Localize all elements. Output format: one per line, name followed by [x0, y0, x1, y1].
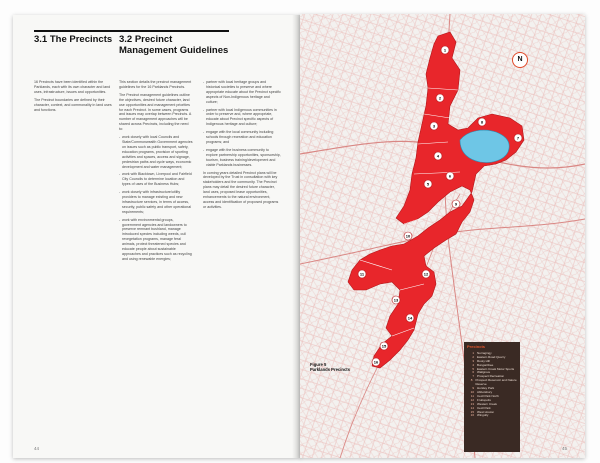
- precinct-marker: [430, 122, 438, 130]
- section-31-heading: 3.1 The Precincts: [34, 34, 113, 45]
- precinct-marker: [358, 270, 366, 278]
- heading-rule-31: [34, 30, 122, 32]
- legend-item: 9 Horsley Park: [472, 386, 495, 391]
- legend-title: Precincts: [467, 344, 486, 349]
- legend-item: 15 West Hoxton: [470, 409, 495, 414]
- legend-item: 7 Prospect Recreation: [472, 374, 505, 379]
- svg-text:2: 2: [438, 95, 442, 101]
- precinct-marker: [452, 200, 460, 208]
- legend-item: 4 Bungarribee: [472, 362, 494, 367]
- legend-item: 16 Wingolly: [470, 413, 489, 418]
- list-item: - work closely with local Councils and State/Commonwealth Government agencies on issues such as public transport, safety, education programs, provision of sporting activities and spaces, access and signage, pedestrian paths and cycle ways, economic development and water management;: [119, 135, 193, 169]
- list-item: - partner with local heritage groups and historical societies to preserve and where appropriate educate about the Precinct specific aspects of Non-Indigenous heritage and culture;: [203, 80, 281, 105]
- svg-text:11: 11: [359, 271, 365, 277]
- precincts-legend: [464, 342, 520, 452]
- svg-text:10: 10: [405, 233, 411, 239]
- svg-text:9: 9: [454, 201, 458, 207]
- page-number-left: 44: [34, 446, 40, 451]
- precinct-marker: [380, 342, 388, 350]
- precinct-marker: [392, 296, 400, 304]
- section-32-col1: [119, 80, 193, 265]
- legend-item: 10 Abbotsbury: [470, 389, 493, 394]
- svg-text:6: 6: [448, 173, 452, 179]
- precinct-marker: [478, 118, 486, 126]
- section-31: [34, 34, 122, 45]
- list-item: - work closely with infrastructure/utility providers to manage existing and new infrastructure services, in terms of access, security, public safety and other operational requirements;: [119, 190, 193, 215]
- precinct-marker: [514, 134, 522, 142]
- svg-text:1: 1: [443, 47, 447, 53]
- closing-para: In coming years detailed Precinct plans will be developed by the Trust in consultation with key stakeholders and the community. The Precinct plans may detail the desired future character, land uses, proposed lease opportunities, enhancements to the natural environment, access and identification of proposed programs or activities.: [203, 170, 279, 209]
- section-31-para: 16 Precincts have been identified within the Parklands, each with its own character and land uses, infrastructure, issues and opportunities.: [34, 80, 111, 94]
- legend-item: 13 Western Creek: [470, 401, 497, 406]
- legend-item: 14 Cecil Park: [470, 405, 491, 410]
- svg-text:7: 7: [516, 135, 520, 141]
- svg-text:5: 5: [426, 181, 430, 187]
- intro-para: This section details the precinct management guidelines for the 16 Parklands Precincts.: [119, 80, 192, 89]
- page-number-right: 45: [562, 446, 568, 451]
- section-31-para: The Precinct boundaries are defined by their character, context, and commonality in land uses and functions.: [34, 97, 112, 112]
- list-item: - work with Blacktown, Liverpool and Fairfield City Councils to determine location and types of uses of the Business Hubs;: [119, 172, 193, 187]
- legend-item: 11 Cecil Park North: [470, 393, 499, 398]
- svg-text:14: 14: [407, 315, 413, 321]
- precinct-marker: [406, 314, 414, 322]
- section-32: [119, 34, 229, 56]
- svg-text:3: 3: [432, 123, 436, 129]
- precinct-marker: [404, 232, 412, 240]
- svg-text:4: 4: [436, 153, 440, 159]
- legend-item: 8 Prospect Reservoir and Nature Reserve: [470, 378, 517, 387]
- legend-item: 5 Eastern Creek Motor Sports: [472, 366, 515, 371]
- legend-item: 3 Rooty Hill: [472, 358, 490, 363]
- legend-item: 12 Fruitopolis: [470, 397, 491, 402]
- figure-subtitle: Parklands Precincts: [310, 367, 351, 373]
- precinct-marker: [441, 46, 449, 54]
- svg-text:13: 13: [393, 297, 399, 303]
- intro-para: The Precinct management guidelines outline the objectives, desired future character, land use opportunities and management priorities for each Precinct. In some cases, programs and issues may overlap between Precincts. A number of management approaches will be shared across Precincts, including the need to:: [119, 92, 192, 132]
- precinct-marker: [372, 358, 380, 366]
- svg-text:8: 8: [480, 119, 484, 125]
- precinct-marker: [424, 180, 432, 188]
- precinct-marker: [434, 152, 442, 160]
- list-item: - engage with the business community to explore partnership opportunities, sponsorship, tourism, business training/development and viable Parklands businesses.: [203, 148, 281, 168]
- bullet-list-b: [203, 80, 281, 168]
- parklands-map: [300, 14, 585, 458]
- section-32-heading: 3.2 Precinct Management Guidelines: [119, 34, 229, 56]
- section-32-col2: [203, 80, 281, 213]
- legend-item: 1 Nurragingy: [472, 350, 492, 355]
- section-31-body: [34, 80, 114, 115]
- figure-title: Figure 5: [310, 362, 327, 367]
- north-arrow-icon: N: [512, 52, 528, 68]
- precinct-marker: [422, 270, 430, 278]
- bullet-list-a: [119, 135, 193, 262]
- figure-caption: [310, 362, 350, 372]
- legend-item: 2 Eastern Road Quarry: [472, 354, 506, 359]
- list-item: - partner with local Indigenous communities in order to preserve and, where appropriate, educate about Precinct specific aspects of Indigenous heritage and culture;: [203, 108, 281, 128]
- svg-text:16: 16: [373, 359, 379, 365]
- precinct-marker: [436, 94, 444, 102]
- list-item: - engage with the local community including schools through recreation and education programs; and: [203, 130, 281, 145]
- heading-rule-32: [119, 30, 229, 32]
- svg-text:15: 15: [381, 343, 387, 349]
- precinct-marker: [446, 172, 454, 180]
- list-item: - work with environmental groups, government agencies and landowners to preserve remnant bushland, manage introduced species including weeds, cull revegetation programs, manage feral animals, protect threatened species and educate people about sustainable approaches and practices such as recycling and using renewable energies;: [119, 218, 193, 262]
- svg-text:12: 12: [423, 271, 429, 277]
- legend-item: 6 Wallgrove: [472, 370, 491, 375]
